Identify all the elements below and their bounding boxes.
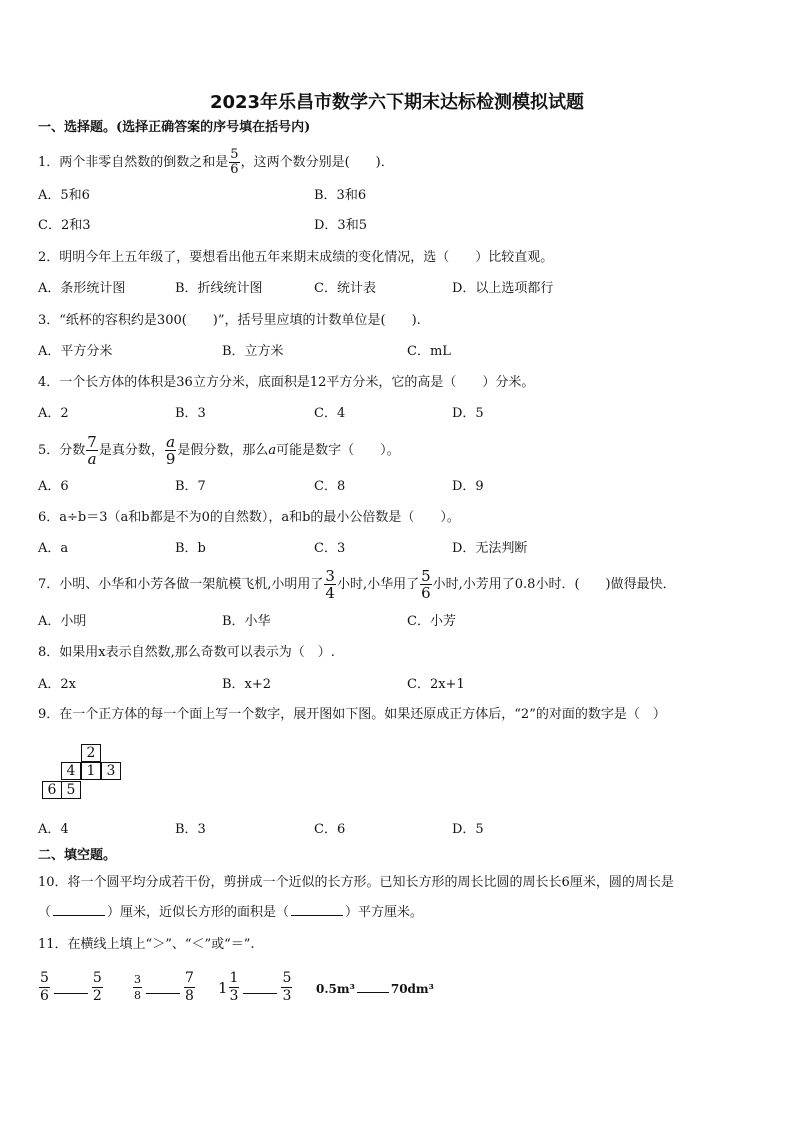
question-8: 8．如果用x表示自然数,那么奇数可以表示为（ ）. xyxy=(38,645,335,660)
question-11: 11．在横线上填上“＞”、“＜”或“＝”. xyxy=(38,937,255,952)
q7-option-a[interactable]: A．小明 xyxy=(38,614,87,629)
net-cell: 2 xyxy=(81,744,101,762)
q3-option-c[interactable]: C．mL xyxy=(407,344,451,359)
question-2: 2．明明今年上五年级了，要想看出他五年来期末成绩的变化情况，选（ ）比较直观。 xyxy=(38,250,554,265)
q8-option-c[interactable]: C．2x+1 xyxy=(407,677,465,692)
question-9: 9．在一个正方体的每一个面上写一个数字，展开图如下图。如果还原成正方体后，“2”的对面的数字是（ ） xyxy=(38,707,666,722)
q9-option-b[interactable]: B．3 xyxy=(175,822,206,837)
fraction: $\frac{a}{9}$ xyxy=(165,433,176,468)
fraction: $\frac{5}{6}$ xyxy=(421,567,431,602)
comparison-1 xyxy=(38,970,104,1005)
q1-option-c[interactable]: C．2和3 xyxy=(38,218,91,233)
q8-option-b[interactable]: B．x+2 xyxy=(222,677,272,692)
page-title: 2023年乐昌市数学六下期末达标检测模拟试题 xyxy=(209,92,585,113)
comparison-4: 0.5m³ 70dm³ xyxy=(316,982,434,996)
q5-option-d[interactable]: D．9 xyxy=(452,479,484,494)
q4-option-a[interactable]: A．2 xyxy=(38,406,69,421)
question-5: 5．分数 $\frac{7}{a}$ 是真分数， $\frac{a}{9}$ 是假分数，那么a可能是数字（ ）。 xyxy=(38,433,400,468)
q9-option-a[interactable]: A．4 xyxy=(38,822,69,837)
fraction: $\frac{7}{a}$ xyxy=(87,433,97,468)
q9-option-d[interactable]: D．5 xyxy=(452,822,484,837)
q7-option-b[interactable]: B．小华 xyxy=(222,614,271,629)
question-10-line-1: 10．将一个圆平均分成若干份，剪拼成一个近似的长方形。已知长方形的周长比圆的周长长6厘米，圆的周长是 xyxy=(38,875,674,890)
q2-option-c[interactable]: C．统计表 xyxy=(314,281,376,296)
q6-option-d[interactable]: D．无法判断 xyxy=(452,541,528,556)
q5-option-a[interactable]: A．6 xyxy=(38,479,69,494)
q4-option-b[interactable]: B．3 xyxy=(175,406,206,421)
q2-option-b[interactable]: B．折线统计图 xyxy=(175,281,263,296)
fraction: $\frac{5}{3}$ xyxy=(282,970,292,1004)
answer-blank[interactable] xyxy=(357,992,389,993)
answer-blank[interactable] xyxy=(54,993,88,994)
comparison-3: 1 $\frac{1}{3}$ $\frac{5}{3}$ xyxy=(218,970,292,1004)
answer-blank[interactable] xyxy=(291,915,343,916)
question-3: 3．“纸杯的容积约是300( )”，括号里应填的计数单位是( ). xyxy=(38,313,421,328)
fraction: $\frac{1}{3}$ xyxy=(229,970,239,1004)
question-10-line-2: （ ）厘米，近似长方形的面积是（ ）平方厘米。 xyxy=(38,905,424,920)
fraction: $\frac{7}{8}$ xyxy=(185,970,194,1004)
answer-blank[interactable] xyxy=(53,915,105,916)
comparison-2 xyxy=(132,970,196,1005)
q6-option-a[interactable]: A．a xyxy=(38,541,69,556)
q8-option-a[interactable]: A．2x xyxy=(38,677,76,692)
fraction: $\frac{3}{4}$ xyxy=(325,567,335,602)
q6-option-b[interactable]: B．b xyxy=(175,541,206,556)
net-cell: 5 xyxy=(61,781,81,799)
q2-option-a[interactable]: A．条形统计图 xyxy=(38,281,126,296)
q1-option-b[interactable]: B．3和6 xyxy=(314,188,367,203)
net-cell: 4 xyxy=(61,762,81,780)
section-fill-heading: 二、填空题。 xyxy=(38,848,117,863)
fraction: $\frac{5}{6}$ xyxy=(40,970,49,1004)
answer-blank[interactable] xyxy=(243,993,277,994)
question-6: 6．a÷b＝3（a和b都是不为0的自然数），a和b的最小公倍数是（ ）。 xyxy=(38,510,460,525)
q3-option-a[interactable]: A．平方分米 xyxy=(38,344,113,359)
q3-option-b[interactable]: B．立方米 xyxy=(222,344,284,359)
q7-option-c[interactable]: C．小芳 xyxy=(407,614,456,629)
q4-option-c[interactable]: C．4 xyxy=(314,406,346,421)
question-1: 1．两个非零自然数的倒数之和是 $\frac{5}{6}$ ，这两个数分别是( )． xyxy=(38,147,394,177)
fraction: $\frac{5}{6}$ xyxy=(230,147,239,177)
net-cell: 6 xyxy=(42,781,62,799)
q2-option-d[interactable]: D．以上选项都行 xyxy=(452,281,554,296)
q1-option-d[interactable]: D．3和5 xyxy=(314,218,367,233)
net-cell: 1 xyxy=(81,762,101,780)
q4-option-d[interactable]: D．5 xyxy=(452,406,484,421)
section-choice-heading: 一、选择题。(选择正确答案的序号填在括号内) xyxy=(38,120,311,135)
q5-option-c[interactable]: C．8 xyxy=(314,479,346,494)
q6-option-c[interactable]: C．3 xyxy=(314,541,346,556)
fraction: $\frac{5}{2}$ xyxy=(92,970,102,1004)
answer-blank[interactable] xyxy=(146,993,180,994)
question-7: 7．小明、小华和小芳各做一架航模飞机,小明用了 $\frac{3}{4}$ 小时,小华用了 $\frac{5}{6}$ 小时,小芳用了0.8小时．( )做得最快． xyxy=(38,567,676,602)
fraction: $\frac{3}{8}$ xyxy=(134,973,141,1002)
question-4: 4．一个长方体的体积是36立方分米，底面积是12平方分米，它的高是（ ）分米。 xyxy=(38,375,535,390)
q1-option-a[interactable]: A．5和6 xyxy=(38,188,90,203)
net-cell: 3 xyxy=(101,762,121,780)
q5-option-b[interactable]: B．7 xyxy=(175,479,206,494)
q9-option-c[interactable]: C．6 xyxy=(314,822,346,837)
